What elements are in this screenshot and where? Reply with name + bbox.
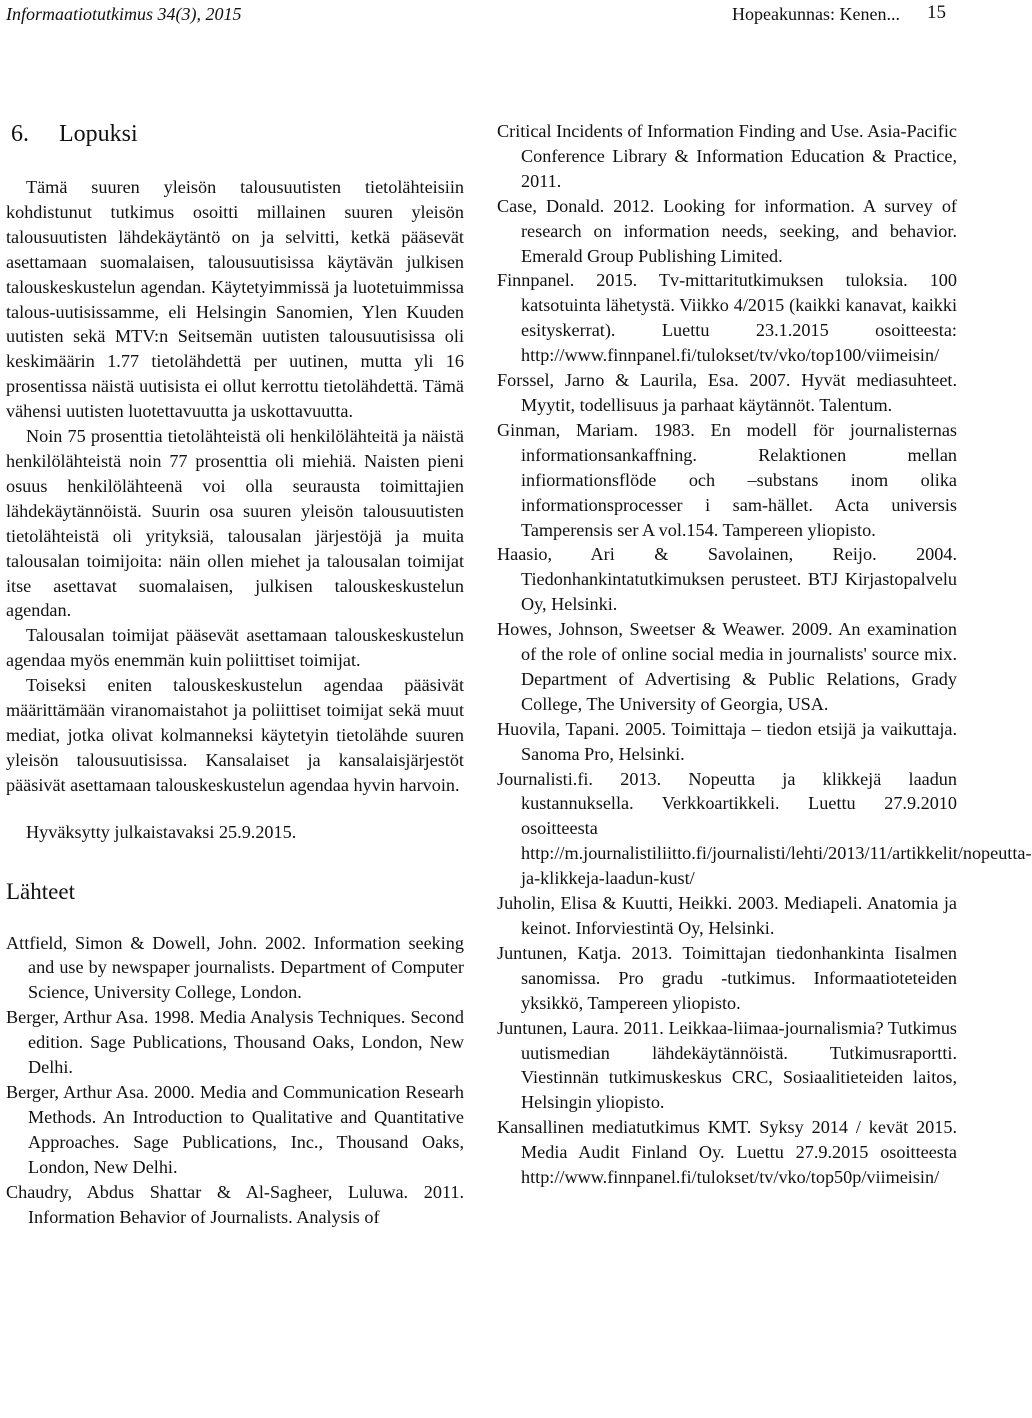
reference-entry: Juntunen, Katja. 2013. Toimittajan tiedonhankinta Iisalmen sanomissa. Pro gradu -tutkimus. Informaatioteteiden yksikkö, Tampereen yliopisto. bbox=[497, 942, 957, 1013]
reference-entry: Case, Donald. 2012. Looking for information. A survey of research on information needs, seeking, and behavior. Emerald Group Publishing Limited. bbox=[497, 195, 957, 266]
right-column bbox=[497, 119, 1032, 1190]
section-title: Lopuksi bbox=[59, 121, 138, 147]
running-title: Hopeakunnas: Kenen... bbox=[732, 4, 900, 24]
reference-entry: Kansallinen mediatutkimus KMT. Syksy 2014 / kevät 2015. Media Audit Finland Oy. Luettu 27.9.2015 osoitteesta http://www.finnpanel.fi/tulokset/tv/vko/top50p/viimeisin/ bbox=[497, 1117, 957, 1188]
reference-list-right bbox=[497, 119, 1032, 1190]
reference-entry: Berger, Arthur Asa. 1998. Media Analysis Techniques. Second edition. Sage Publications, Thousand Oaks, London, New Delhi. bbox=[6, 1007, 464, 1078]
reference-entry: Chaudry, Abdus Shattar & Al-Sagheer, Luluwa. 2011. Information Behavior of Journalists. Analysis of bbox=[6, 1181, 464, 1227]
reference-entry: Attfield, Simon & Dowell, John. 2002. Information seeking and use by newspaper journalists. Department of Computer Science, University College, London. bbox=[6, 932, 464, 1003]
acceptance-note: Hyväksytty julkaistavaksi 25.9.2015. bbox=[26, 821, 297, 842]
reference-entry: Haasio, Ari & Savolainen, Reijo. 2004. Tiedonhankintatutkimuksen perusteet. BTJ Kirjastopalvelu Oy, Helsinki. bbox=[497, 544, 957, 615]
paragraph: Noin 75 prosenttia tietolähteistä oli henkilölähteitä ja näistä henkilölähteistä noin 77 prosenttia oli miehiä. Naisten pieni osuus henkilölähteenä voi olla seurausta toimittajien lähdekäytännöistä. Suurin osa suuren yleisön talousuutisten tietolähteistä oli yrityksiä, talousalan järjestöjä ja muita talousalan toimijoita: näin ollen miehet ja talousalan toimijat itse asettavat suomalaisen, julkisen talouskeskustelun agendan. bbox=[6, 426, 464, 621]
journal-citation: Informaatiotutkimus 34(3), 2015 bbox=[6, 4, 242, 24]
reference-entry: Journalisti.fi. 2013. Nopeutta ja klikkejä laadun kustannuksella. Verkkoartikkeli. Luettu 27.9.2010 osoitteesta http://m.journalistiliitto.fi/journalisti/lehti/2013/11/artikkelit/nopeutta-ja-klikkeja-laadun-kust/ bbox=[497, 768, 1032, 889]
section-heading bbox=[6, 119, 464, 149]
reference-entry: Huovila, Tapani. 2005. Toimittaja – tiedon etsijä ja vaikuttaja. Sanoma Pro, Helsinki. bbox=[497, 718, 957, 764]
reference-entry: Howes, Johnson, Sweetser & Weawer. 2009. An examination of the role of online social media in journalists' source mix. Department of Advertising & Public Relations, Grady College, The University of Georgia, USA. bbox=[497, 619, 957, 714]
reference-entry: Juholin, Elisa & Kuutti, Heikki. 2003. Mediapeli. Anatomia ja keinot. Inforviestintä Oy, Helsinki. bbox=[497, 893, 957, 938]
reference-list-left bbox=[6, 931, 464, 1230]
paragraph: Tämä suuren yleisön talousuutisten tietolähteisiin kohdistunut tutkimus osoitti millainen suuren yleisön talousuutisten lähdekäytäntö on ja selvitti, ketkä pääsevät asettamaan suomalaisen, talousuutisissa käytävän julkisen talouskeskustelun agendan. Käytetyimmissä ja luotetuimmissa talous-uutisissamme, eli Helsingin Sanomien, Ylen Kuuden uutisten sekä MTV:n Seitsemän uutisten talousuutisissa oli keskimäärin 1.77 tietolähdettä per uutinen, mutta yli 16 prosentissa näistä uutisista ei ollut kerrottu tietolähdettä. Tämä vähensi uutisten luotettavuutta ja uskottavuutta. bbox=[6, 177, 464, 422]
paragraph: Toiseksi eniten talouskeskustelun agendaa pääsivät määrittämään viranomaistahot ja poliittiset toimijat sekä muut mediat, jotka olivat kolmanneksi käytetyin tietolähde suuren yleisön talousuutisissa. Kansalaiset ja kansalaisjärjestöt pääsivät asettamaan talouskeskustelun agendaa hyvin harvoin. bbox=[6, 675, 464, 795]
page-header bbox=[6, 0, 952, 30]
reference-entry: Critical Incidents of Information Finding and Use. Asia-Pacific Conference Library & Information Education & Practice, 2011. bbox=[497, 121, 957, 191]
reference-entry: Berger, Arthur Asa. 2000. Media and Communication Researh Methods. An Introduction to Qualitative and Quantitative Approaches. Sage Publications, Inc., Thousand Oaks, London, New Delhi. bbox=[6, 1082, 464, 1177]
reference-entry: Juntunen, Laura. 2011. Leikkaa-liimaa-journalismia? Tutkimus uutismedian lähdekäytännöistä. Tutkimusraportti. Viestinnän tutkimuskeskus CRC, Sosiaalitieteiden laitos, Helsingin yliopisto. bbox=[497, 1017, 957, 1113]
reference-entry: Ginman, Mariam. 1983. En modell för journalisternas informationsankaffning. Relaktionen mellan infiormationsflöde och –substans inom olika informationsprocesser i sam-hället. Acta universis Tamperensis ser A vol.154. Tampereen yliopisto. bbox=[497, 419, 957, 540]
reference-entry: Finnpanel. 2015. Tv-mittaritutkimuksen tuloksia. 100 katsotuinta lähetystä. Viikko 4/2015 (kaikki kanavat, kaikki esityskerrat). Luettu 23.1.2015 osoitteesta: http://www.finnpanel.fi/tulokset/tv/vko/top100/viimeisin/ bbox=[497, 270, 957, 366]
reference-entry: Forssel, Jarno & Laurila, Esa. 2007. Hyvät mediasuhteet. Myytit, todellisuus ja parhaat käytännöt. Talentum. bbox=[497, 370, 957, 415]
page-number: 15 bbox=[927, 2, 946, 23]
section-number: 6. bbox=[11, 121, 29, 147]
paragraph: Talousalan toimijat pääsevät asettamaan talouskeskustelun agendaa myös enemmän kuin poliittiset toimijat. bbox=[6, 625, 464, 671]
left-column bbox=[6, 119, 464, 1229]
references-heading: Lähteet bbox=[6, 878, 75, 904]
